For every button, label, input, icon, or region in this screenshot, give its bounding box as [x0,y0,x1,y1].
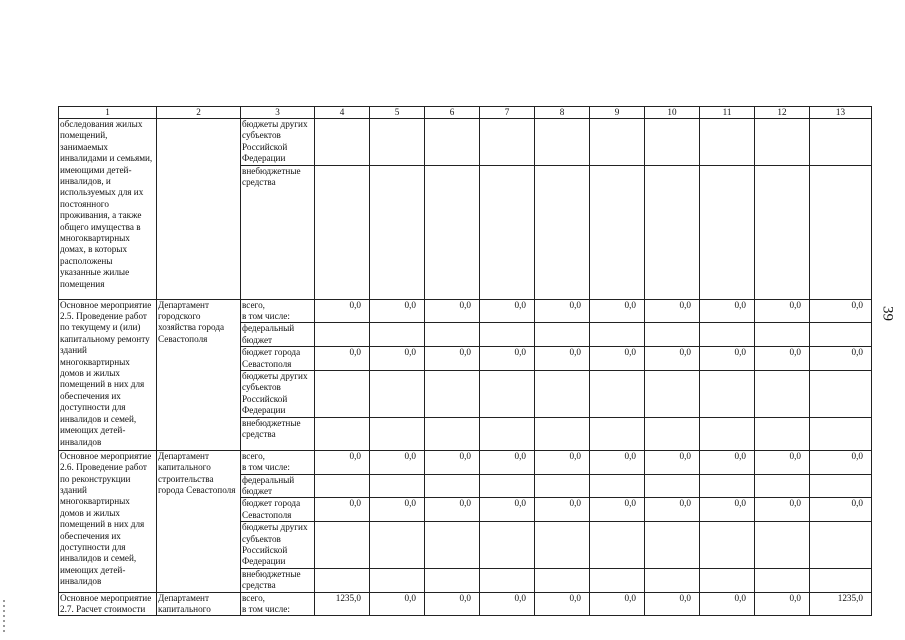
executor-name: Департамент городского хозяйства города Севастополя [157,299,241,450]
funding-source: внебюджетные средства [241,417,315,450]
value-cell: 0,0 [755,498,810,522]
funding-source: федеральный бюджет [241,474,315,498]
value-cell: 0,0 [590,498,645,522]
column-header: 10 [645,107,700,119]
funding-source: федеральный бюджет [241,323,315,347]
scan-edge-mark [3,600,5,634]
table-row [59,592,872,616]
column-header: 9 [590,107,645,119]
value-cell: 0,0 [370,347,425,371]
value-cell: 0,0 [810,450,872,474]
funding-source: бюджет города Севастополя [241,347,315,371]
column-header: 1 [59,107,157,119]
value-cell: 0,0 [535,299,590,323]
value-cell: 0,0 [590,592,645,616]
value-cell: 0,0 [480,450,535,474]
value-cell: 0,0 [755,347,810,371]
activity-name: Основное мероприятие 2.7. Расчет стоимости [59,592,157,616]
funding-source: бюджеты других субъектов Российской Федерации [241,522,315,569]
value-cell: 0,0 [425,347,480,371]
funding-source: бюджеты других субъектов Российской Федерации [241,119,315,166]
value-cell: 0,0 [590,299,645,323]
value-cell: 0,0 [700,299,755,323]
value-cell: 0,0 [370,592,425,616]
column-header: 7 [480,107,535,119]
value-cell: 0,0 [755,450,810,474]
value-cell: 0,0 [535,347,590,371]
value-cell: 0,0 [315,498,370,522]
funding-source: бюджет города Севастополя [241,498,315,522]
funding-source: всего, в том числе: [241,592,315,616]
funding-source: внебюджетные средства [241,568,315,592]
activity-name: Основное мероприятие 2.6. Проведение работ по реконструкции зданий многоквартирных домов и жилых помещений в них для обеспечения их доступности для инвалидов и семей, имеющих детей-инвалидов [59,450,157,592]
value-cell: 0,0 [370,450,425,474]
value-cell: 0,0 [535,592,590,616]
funding-source: всего, в том числе: [241,299,315,323]
executor-cell [157,119,241,300]
value-cell: 0,0 [535,498,590,522]
value-cell: 0,0 [755,299,810,323]
value-cell: 0,0 [645,498,700,522]
column-header: 4 [315,107,370,119]
table-row [59,299,872,323]
column-header: 5 [370,107,425,119]
activity-name: Основное мероприятие 2.5. Проведение работ по текущему и (или) капитальному ремонту зданий многоквартирных домов и жилых помещений в них для обеспечения их доступности для инвалидов и семей, имеющих детей-инвалидов [59,299,157,450]
value-cell: 0,0 [535,450,590,474]
value-cell: 0,0 [590,450,645,474]
column-header: 8 [535,107,590,119]
value-cell: 0,0 [645,299,700,323]
page-number: 39 [879,306,896,321]
value-cell: 0,0 [315,299,370,323]
value-cell: 1235,0 [810,592,872,616]
value-cell: 0,0 [370,299,425,323]
column-header: 2 [157,107,241,119]
funding-source: всего, в том числе: [241,450,315,474]
value-cell: 1235,0 [315,592,370,616]
value-cell: 0,0 [700,347,755,371]
executor-name: Департамент капитального строительства города Севастополя [157,450,241,592]
activity-description: обследования жилых помещений, занимаемых инвалидами и семьями, имеющими детей-инвалидов, и используемых для их постоянного проживания, а также общего имущества в многоквартирных домах, в которых расположены указанные жилые помещения [59,119,157,300]
value-cell: 0,0 [315,450,370,474]
value-cell: 0,0 [425,450,480,474]
column-header: 12 [755,107,810,119]
value-cell: 0,0 [425,498,480,522]
value-cell: 0,0 [700,498,755,522]
funding-source: бюджеты других субъектов Российской Федерации [241,371,315,418]
value-cell: 0,0 [590,347,645,371]
column-number-row [59,107,872,119]
table-row [59,119,872,166]
value-cell: 0,0 [755,592,810,616]
value-cell: 0,0 [810,299,872,323]
value-cell: 0,0 [480,299,535,323]
column-header: 3 [241,107,315,119]
value-cell: 0,0 [645,450,700,474]
value-cell: 0,0 [480,347,535,371]
value-cell: 0,0 [810,498,872,522]
column-header: 11 [700,107,755,119]
value-cell: 0,0 [700,450,755,474]
value-cell: 0,0 [645,347,700,371]
value-cell: 0,0 [370,498,425,522]
funding-table [58,106,872,616]
value-cell: 0,0 [700,592,755,616]
value-cell: 0,0 [480,592,535,616]
value-cell: 0,0 [645,592,700,616]
value-cell: 0,0 [425,592,480,616]
value-cell: 0,0 [315,347,370,371]
value-cell: 0,0 [425,299,480,323]
funding-source: внебюджетные средства [241,165,315,299]
table-row [59,450,872,474]
value-cell: 0,0 [810,347,872,371]
column-header: 6 [425,107,480,119]
value-cell: 0,0 [480,498,535,522]
executor-name: Департамент капитального [157,592,241,616]
column-header: 13 [810,107,872,119]
